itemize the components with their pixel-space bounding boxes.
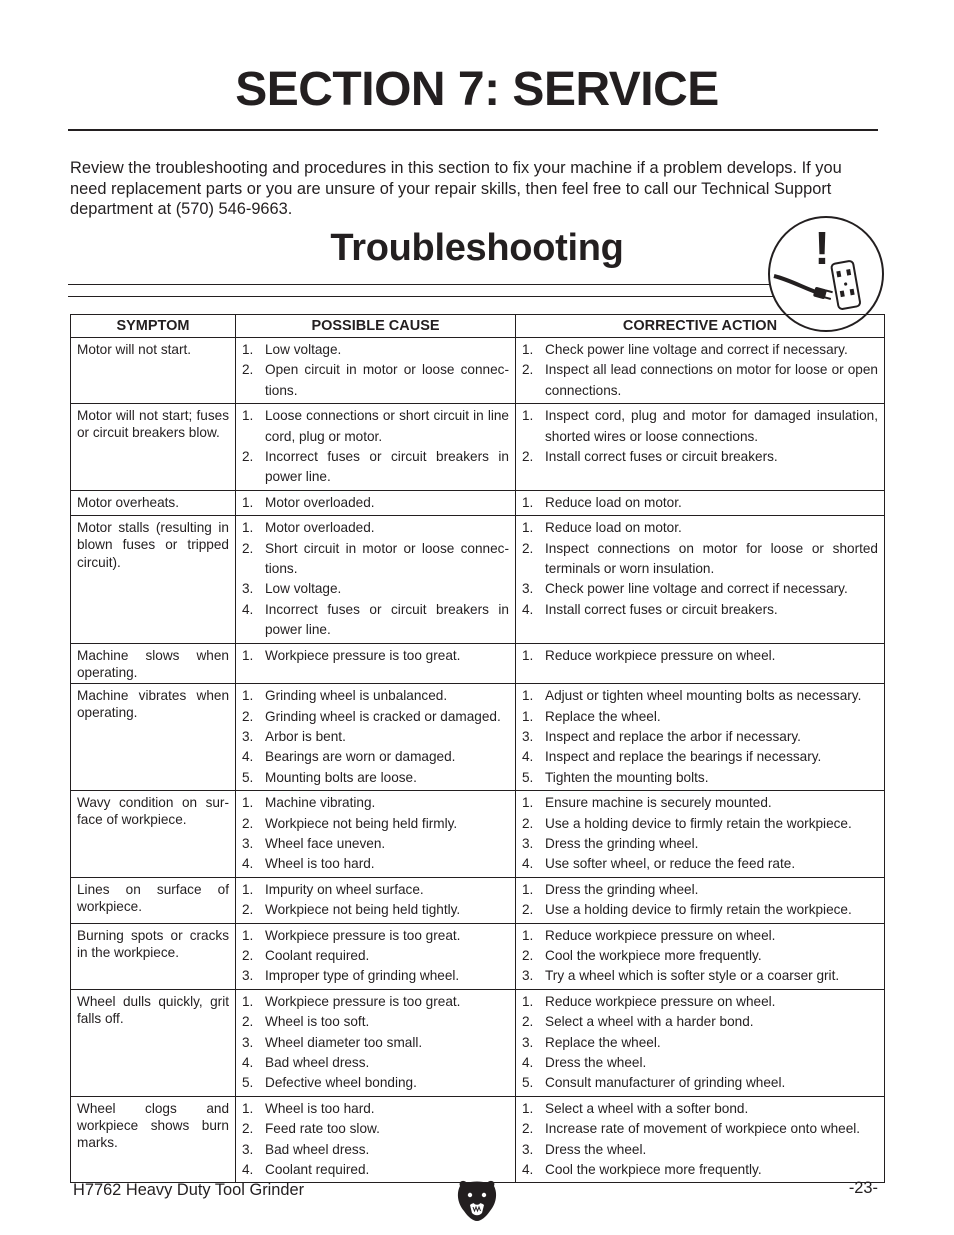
cause-item-number: 2. — [242, 947, 254, 963]
cause-item-text: Open circuit in motor or loose connec-tions. — [265, 362, 509, 398]
action-item-number: 4. — [522, 1055, 534, 1070]
cause-item — [242, 406, 509, 447]
action-item — [522, 447, 878, 467]
cause-item — [242, 579, 509, 599]
corrective-action-cell — [516, 877, 885, 923]
action-item-text: Use a holding device to firmly retain the workpiece. — [545, 902, 852, 918]
cause-list — [242, 793, 509, 875]
cause-item-text: Wheel is too hard. — [265, 856, 375, 872]
action-list — [522, 518, 878, 620]
cause-item — [242, 360, 509, 401]
action-item — [522, 834, 878, 854]
cause-item-number: 3. — [242, 835, 254, 851]
cause-item-number: 5. — [242, 1075, 254, 1091]
action-item-text: Reduce workpiece pressure on wheel. — [545, 993, 776, 1009]
possible-cause-cell — [236, 989, 516, 1096]
cause-item — [242, 747, 509, 767]
action-item-number: 1. — [522, 647, 534, 663]
cause-item — [242, 880, 509, 900]
action-item — [522, 900, 878, 920]
action-item-text: Dress the grinding wheel. — [545, 835, 699, 851]
action-item-number: 1. — [522, 520, 534, 536]
corrective-action-cell — [516, 791, 885, 878]
cause-item — [242, 686, 509, 706]
cause-list — [242, 880, 509, 921]
action-item-number: 5. — [522, 1075, 534, 1091]
action-item — [522, 340, 878, 360]
cause-item-number: 1. — [242, 494, 254, 510]
action-item — [522, 579, 878, 599]
action-item — [522, 1073, 878, 1093]
action-item-text: Use softer wheel, or reduce the feed rate. — [545, 856, 796, 872]
cause-item-text: Wheel face uneven. — [265, 835, 386, 851]
cause-item — [242, 966, 509, 986]
corrective-action-cell — [516, 923, 885, 989]
cause-list — [242, 646, 509, 666]
cause-item-text: Short circuit in motor or loose connec-tions. — [265, 540, 509, 577]
symptom-cell: Burning spots or cracks in the workpiece. — [71, 923, 236, 989]
action-item-number: 2. — [522, 947, 534, 963]
table-row — [71, 338, 885, 404]
possible-cause-cell — [236, 404, 516, 491]
cause-item-text: Coolant required. — [265, 947, 370, 963]
action-list — [522, 493, 878, 513]
action-item — [522, 1160, 878, 1180]
possible-cause-cell — [236, 923, 516, 989]
bear-head-logo-icon — [456, 1178, 498, 1222]
action-item-number: 4. — [522, 601, 534, 617]
table-row — [71, 490, 885, 515]
action-item-text: Inspect cord, plug and motor for damaged insulation, shorted wires or loose connections. — [545, 408, 878, 444]
cause-list — [242, 926, 509, 987]
action-item — [522, 686, 878, 706]
action-list — [522, 1099, 878, 1181]
action-item-text: Tighten the mounting bolts. — [545, 769, 709, 785]
cause-item-number: 1. — [242, 688, 254, 704]
troubleshooting-heading: Troubleshooting — [330, 227, 624, 269]
action-item-text: Reduce load on motor. — [545, 520, 682, 536]
cause-item-text: Low voltage. — [265, 581, 342, 597]
cause-item-number: 4. — [242, 856, 254, 872]
action-item — [522, 707, 878, 727]
cause-item-number: 2. — [242, 449, 254, 465]
possible-cause-cell — [236, 877, 516, 923]
cause-list — [242, 340, 509, 401]
action-item-number: 3. — [522, 968, 534, 984]
action-item-number: 3. — [522, 1141, 534, 1157]
cause-item-text: Low voltage. — [265, 342, 342, 357]
action-item-number: 2. — [522, 1014, 534, 1030]
heading-rule-upper — [68, 284, 780, 285]
cause-item-text: Wheel is too soft. — [265, 1014, 370, 1030]
troubleshooting-table — [70, 314, 885, 1183]
cause-item-number: 3. — [242, 581, 254, 597]
symptom-cell: Motor stalls (resulting in blown fuses or tripped circuit). — [71, 516, 236, 643]
action-item-text: Check power line voltage and correct if necessary. — [545, 342, 848, 357]
table-row — [71, 684, 885, 791]
action-item-text: Replace the wheel. — [545, 708, 661, 724]
cause-item — [242, 768, 509, 788]
cause-item-number: 2. — [242, 708, 254, 724]
cause-item-number: 2. — [242, 1014, 254, 1030]
cause-item — [242, 1053, 509, 1073]
cause-item-text: Machine vibrating. — [265, 795, 376, 811]
cause-item-text: Motor overloaded. — [265, 520, 375, 536]
cause-item-text: Grinding wheel is cracked or damaged. — [265, 708, 501, 724]
cause-item — [242, 814, 509, 834]
cause-item — [242, 518, 509, 538]
action-list — [522, 926, 878, 987]
cause-list — [242, 1099, 509, 1181]
action-item-number: 3. — [522, 1034, 534, 1050]
cause-item-number: 3. — [242, 968, 254, 984]
corrective-action-cell — [516, 643, 885, 683]
action-item — [522, 926, 878, 946]
cause-item-text: Workpiece not being held tightly. — [265, 902, 461, 918]
table-row — [71, 516, 885, 643]
cause-item-number: 4. — [242, 749, 254, 765]
action-item-number: 2. — [522, 815, 534, 831]
corrective-action-cell — [516, 516, 885, 643]
action-item — [522, 406, 878, 447]
cause-item — [242, 1033, 509, 1053]
action-item — [522, 1099, 878, 1119]
action-item-number: 1. — [522, 993, 534, 1009]
cause-item-number: 1. — [242, 342, 254, 357]
cause-item — [242, 646, 509, 666]
cause-item — [242, 600, 509, 641]
symptom-cell: Motor overheats. — [71, 490, 236, 515]
cause-item — [242, 946, 509, 966]
action-item — [522, 768, 878, 788]
cause-item-text: Motor overloaded. — [265, 494, 375, 510]
action-list — [522, 406, 878, 467]
action-list — [522, 340, 878, 401]
action-item-text: Consult manufacturer of grinding wheel. — [545, 1075, 786, 1091]
corrective-action-cell — [516, 989, 885, 1096]
action-item-number: 4. — [522, 856, 534, 872]
cause-item — [242, 340, 509, 360]
title-rule — [68, 129, 878, 131]
cause-item-text: Loose connections or short circuit in line cord, plug or motor. — [265, 408, 509, 444]
cause-item-text: Wheel is too hard. — [265, 1100, 375, 1116]
symptom-cell: Wheel dulls quickly, grit falls off. — [71, 989, 236, 1096]
action-item-number: 3. — [522, 728, 534, 744]
cause-item-number: 1. — [242, 927, 254, 943]
cause-item-text: Feed rate too slow. — [265, 1121, 380, 1137]
action-item-text: Dress the wheel. — [545, 1141, 647, 1157]
table-row — [71, 404, 885, 491]
cause-item-number: 2. — [242, 362, 254, 378]
cause-item — [242, 1119, 509, 1139]
cause-item-number: 1. — [242, 408, 254, 424]
possible-cause-cell — [236, 338, 516, 404]
action-item-number: 2. — [522, 902, 534, 918]
action-item-text: Inspect connections on motor for loose or shorted terminals or worn insulation. — [545, 540, 878, 577]
cause-item-text: Bad wheel dress. — [265, 1055, 370, 1070]
action-item-number: 1. — [522, 1100, 534, 1116]
action-item-number: 1. — [522, 795, 534, 811]
cause-item — [242, 926, 509, 946]
symptom-cell: Wheel clogs and workpiece shows burn marks. — [71, 1096, 236, 1183]
cause-item-number: 2. — [242, 815, 254, 831]
action-item — [522, 1033, 878, 1053]
header-corrective-action: CORRECTIVE ACTION — [516, 315, 885, 338]
symptom-cell: Wavy condition on sur-face of workpiece. — [71, 791, 236, 878]
corrective-action-cell — [516, 490, 885, 515]
action-list — [522, 686, 878, 788]
corrective-action-cell — [516, 684, 885, 791]
cause-item-text: Impurity on wheel surface. — [265, 881, 424, 897]
action-item-number: 1. — [522, 881, 534, 897]
corrective-action-cell — [516, 1096, 885, 1183]
action-item — [522, 1119, 878, 1139]
cause-item-number: 5. — [242, 769, 254, 785]
action-item-number: 2. — [522, 1121, 534, 1137]
cause-item-text: Mounting bolts are loose. — [265, 769, 417, 785]
cause-list — [242, 518, 509, 640]
cause-item-number: 2. — [242, 1121, 254, 1137]
warning-exclamation-mark: ! — [814, 222, 830, 274]
cause-item — [242, 834, 509, 854]
action-item-text: Inspect all lead connections on motor for loose or open connections. — [545, 362, 878, 398]
symptom-cell: Machine slows when operating. — [71, 643, 236, 683]
cause-item — [242, 727, 509, 747]
action-item — [522, 814, 878, 834]
action-item-number: 1. — [522, 688, 534, 704]
heading-rule-lower — [68, 296, 780, 297]
action-item-text: Dress the wheel. — [545, 1055, 647, 1070]
action-item-text: Increase rate of movement of workpiece onto wheel. — [545, 1121, 861, 1137]
cause-item-text: Bearings are worn or damaged. — [265, 749, 456, 765]
cause-item — [242, 1012, 509, 1032]
symptom-cell: Motor will not start. — [71, 338, 236, 404]
symptom-cell: Machine vibrates when operating. — [71, 684, 236, 791]
action-item-text: Cool the workpiece more frequently. — [545, 947, 762, 963]
action-item-number: 3. — [522, 835, 534, 851]
action-item-text: Dress the grinding wheel. — [545, 881, 699, 897]
table-header-row — [71, 315, 885, 338]
action-item-text: Adjust or tighten wheel mounting bolts as necessary. — [545, 688, 862, 704]
cause-item-text: Improper type of grinding wheel. — [265, 968, 460, 984]
cause-item-number: 1. — [242, 993, 254, 1009]
action-item-number: 1. — [522, 342, 534, 357]
action-item-text: Cool the workpiece more frequently. — [545, 1162, 762, 1178]
possible-cause-cell — [236, 1096, 516, 1183]
cause-item-text: Incorrect fuses or circuit breakers in power line. — [265, 449, 509, 485]
action-item — [522, 1140, 878, 1160]
cause-item-text: Arbor is bent. — [265, 728, 346, 744]
cause-item-text: Defective wheel bonding. — [265, 1075, 417, 1091]
action-item-number: 2. — [522, 449, 534, 465]
cause-list — [242, 493, 509, 513]
action-list — [522, 880, 878, 921]
cause-item-text: Grinding wheel is unbalanced. — [265, 688, 448, 704]
action-item-text: Replace the wheel. — [545, 1034, 661, 1050]
possible-cause-cell — [236, 684, 516, 791]
cause-item-number: 4. — [242, 601, 254, 617]
corrective-action-cell — [516, 338, 885, 404]
cause-item-number: 1. — [242, 881, 254, 897]
cause-item — [242, 854, 509, 874]
possible-cause-cell — [236, 516, 516, 643]
cause-item-number: 3. — [242, 728, 254, 744]
action-item-number: 3. — [522, 581, 534, 597]
cause-item-text: Workpiece not being held firmly. — [265, 815, 458, 831]
cause-item-text: Bad wheel dress. — [265, 1141, 370, 1157]
table-row — [71, 643, 885, 683]
action-item — [522, 518, 878, 538]
table-row — [71, 1096, 885, 1183]
action-item — [522, 539, 878, 580]
cause-list — [242, 686, 509, 788]
action-item-text: Use a holding device to firmly retain the workpiece. — [545, 815, 852, 831]
action-item — [522, 1053, 878, 1073]
cause-item-text: Workpiece pressure is too great. — [265, 993, 461, 1009]
cause-item — [242, 1140, 509, 1160]
action-item — [522, 493, 878, 513]
cause-item-text: Coolant required. — [265, 1162, 370, 1178]
intro-paragraph: Review the troubleshooting and procedures in this section to fix your machine if a problem develops. If you need replacement parts or you are unsure of your repair skills, then feel free to call our Technical Support department at (570) 546-9663. — [70, 159, 842, 218]
action-item-text: Check power line voltage and correct if necessary. — [545, 581, 848, 597]
cause-item-number: 1. — [242, 647, 254, 663]
cause-item — [242, 1099, 509, 1119]
cause-list — [242, 992, 509, 1094]
cause-list — [242, 406, 509, 488]
action-item-text: Install correct fuses or circuit breakers. — [545, 601, 778, 617]
cause-item-number: 1. — [242, 1100, 254, 1116]
cause-item — [242, 900, 509, 920]
action-item-number: 1. — [522, 708, 534, 724]
cause-item — [242, 539, 509, 580]
action-item — [522, 360, 878, 401]
possible-cause-cell — [236, 643, 516, 683]
action-item-text: Select a wheel with a softer bond. — [545, 1100, 749, 1116]
action-item — [522, 1012, 878, 1032]
footer-page-number: -23- — [848, 1179, 878, 1197]
action-item — [522, 646, 878, 666]
cause-item-number: 1. — [242, 795, 254, 811]
table-row — [71, 923, 885, 989]
corrective-action-cell — [516, 404, 885, 491]
cause-item — [242, 493, 509, 513]
header-possible-cause: POSSIBLE CAUSE — [236, 315, 516, 338]
action-item-number: 4. — [522, 1162, 534, 1178]
cause-item-text: Wheel diameter too small. — [265, 1034, 423, 1050]
cause-item — [242, 447, 509, 488]
action-item-number: 1. — [522, 927, 534, 943]
cause-item-number: 1. — [242, 520, 254, 536]
action-item-text: Reduce workpiece pressure on wheel. — [545, 927, 776, 943]
footer-model-name: H7762 Heavy Duty Tool Grinder — [73, 1181, 305, 1199]
action-item-number: 4. — [522, 749, 534, 765]
action-item-text: Ensure machine is securely mounted. — [545, 795, 772, 811]
cause-item — [242, 1073, 509, 1093]
action-item-text: Install correct fuses or circuit breakers. — [545, 449, 778, 465]
cause-item-text: Workpiece pressure is too great. — [265, 927, 461, 943]
action-item-text: Reduce load on motor. — [545, 494, 682, 510]
action-item-number: 1. — [522, 408, 534, 424]
action-list — [522, 793, 878, 875]
action-item-number: 1. — [522, 494, 534, 510]
cause-item-number: 3. — [242, 1034, 254, 1050]
section-title: SECTION 7: SERVICE — [235, 63, 719, 116]
action-item-number: 5. — [522, 769, 534, 785]
possible-cause-cell — [236, 791, 516, 878]
cause-item-number: 2. — [242, 540, 254, 556]
action-item-text: Inspect and replace the bearings if necessary. — [545, 749, 822, 765]
table-row — [71, 989, 885, 1096]
action-list — [522, 992, 878, 1094]
cause-item — [242, 793, 509, 813]
cause-item-number: 4. — [242, 1162, 254, 1178]
cause-item — [242, 707, 509, 727]
action-item — [522, 880, 878, 900]
action-item — [522, 854, 878, 874]
possible-cause-cell — [236, 490, 516, 515]
table-row — [71, 791, 885, 878]
action-item — [522, 600, 878, 620]
action-item-text: Select a wheel with a harder bond. — [545, 1014, 754, 1030]
action-list — [522, 646, 878, 666]
action-item-text: Try a wheel which is softer style or a coarser grit. — [545, 968, 840, 984]
action-item — [522, 966, 878, 986]
action-item — [522, 992, 878, 1012]
symptom-cell: Lines on surface of workpiece. — [71, 877, 236, 923]
action-item — [522, 946, 878, 966]
action-item-number: 2. — [522, 540, 534, 556]
symptom-cell: Motor will not start; fuses or circuit breakers blow. — [71, 404, 236, 491]
action-item — [522, 727, 878, 747]
action-item-text: Inspect and replace the arbor if necessary. — [545, 728, 801, 744]
action-item — [522, 747, 878, 767]
action-item-number: 2. — [522, 362, 534, 378]
cause-item-number: 3. — [242, 1141, 254, 1157]
action-item-text: Reduce workpiece pressure on wheel. — [545, 647, 776, 663]
header-symptom: SYMPTOM — [71, 315, 236, 338]
cause-item-number: 2. — [242, 902, 254, 918]
cause-item-text: Incorrect fuses or circuit breakers in power line. — [265, 601, 509, 638]
table-row — [71, 877, 885, 923]
action-item — [522, 793, 878, 813]
table-body — [71, 338, 885, 1183]
cause-item-text: Workpiece pressure is too great. — [265, 647, 461, 663]
cause-item — [242, 992, 509, 1012]
cause-item-number: 4. — [242, 1055, 254, 1070]
